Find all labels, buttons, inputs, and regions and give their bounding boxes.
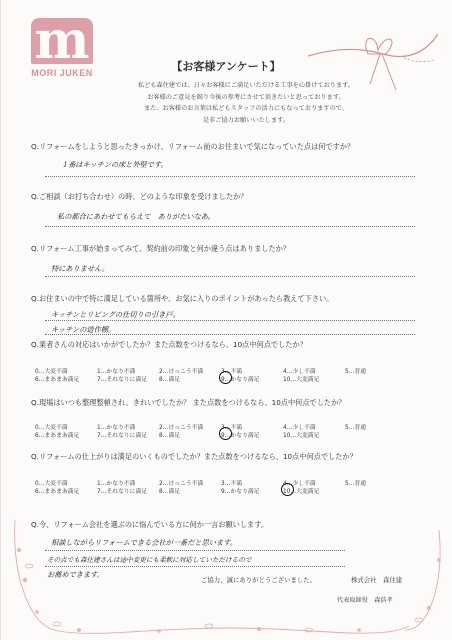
scale-option: 8…満足 [159,488,181,495]
scale-option: 3…不満 [221,480,243,487]
final-question: Q.今、リフォーム会社を選ぶのに悩んでいる方に何か一言お願いします。 [31,520,269,529]
answer-line [45,276,415,277]
company-name: 株式会社 森住建 [351,576,403,584]
rating-scale [35,422,407,438]
scale-option: 3…不満 [221,368,243,375]
scale-option: 1…かなり不満 [97,480,136,487]
scale-option: 1…かなり不満 [97,368,136,375]
representative: 代表取締役 森浩孝 [337,597,393,604]
rating-scale [35,366,407,382]
answer-line [45,226,415,227]
logo-text: MORI JUKEN [31,68,93,78]
final-answer-2: その点でも森住建さんは途中変更にも柔軟に対応していただけるので [47,556,252,564]
scale-option: 7…それなりに満足 [97,432,148,439]
question-2: Q.ご相談（お打ち合わせ）の時、どのような印象を受けましたか？ [31,192,248,201]
scale-option-selected: 10…大変満足 [283,486,345,495]
answer-1: １番はキッチンの床と外壁です。 [61,160,168,169]
intro-line: 私ども森住建では、日々お客様にご満足いただける工事を心掛けております。 [137,82,355,89]
scale-option: 4…少し不満 [283,368,316,375]
page-title: 【お客様アンケート】 [171,60,281,73]
scale-option: 7…それなりに満足 [97,376,148,383]
thanks-text: ご協力、誠にありがとうございました。 [201,576,317,584]
rating-question-1: Q.業者さんの対応はいかがでしたか？また点数をつけるなら、10点中何点でしたか？ [31,340,307,349]
scale-option: 5…普通 [345,424,367,431]
scale-option: 3…不満 [221,424,243,431]
intro-text [81,80,411,126]
scale-option: 2…けっこう不満 [159,480,204,487]
question-3: Q.リフォーム工事が始まってみて、契約前の印象と何か違う点はありましたか？ [31,244,291,253]
logo-mark: m [31,18,93,64]
scale-option-selected: 9…かなり満足 [221,374,283,383]
intro-line: お客様のご意見を賜り今後の参考にさせて頂きたいと思っております。 [147,93,345,101]
scale-option: 0…大変不満 [35,480,68,487]
answer-4b: キッチンの造作棚。 [51,325,116,334]
question-1: Q.リフォームをしようと思ったきっかけ、リフォーム前のお住まいで気になっていた点は何ですか？ [31,142,355,151]
scale-option: 2…けっこう不満 [159,368,204,375]
answer-line [45,176,415,177]
final-answer-3: お薦めできます。 [47,570,104,579]
rating-question-2: Q.現場はいつも整理整頓され、きれいでしたか？ また点数をつけるなら、10点中何点でしたか？ [31,398,346,407]
scale-option: 9…かなり満足 [221,488,260,495]
final-answer-1: 相談しながらリフォームできる会社が一番だと思います。 [51,538,237,547]
scale-option: 4…少し不満 [283,480,316,487]
scale-option: 8…満足 [159,376,181,383]
answer-4a: キッチンとリビングの仕切りの引き戸。 [51,310,180,319]
question-4: Q.お住まいの中で特に満足している箇所や、お気に入りのポイントがあったら教えて下さい。 [31,294,334,303]
scale-option-selected: 9…かなり満足 [221,430,283,439]
scale-option: 6…まあまあ満足 [35,432,80,439]
rating-question-3: Q.リフォームの仕上がりは満足のいくものでしたか？また点数をつけるなら、10点中何点でしたか？ [31,452,357,461]
scale-option: 1…かなり不満 [97,424,136,431]
answer-line [45,566,345,567]
rating-scale [35,478,407,494]
answer-3: 特にありません。 [51,264,109,273]
scale-option: 5…普通 [345,368,367,375]
scale-option: 4…少し不満 [283,424,316,431]
scale-option: 10…大変満足 [283,432,320,439]
scale-option: 8…満足 [159,432,181,439]
scale-option: 6…まあまあ満足 [35,488,80,495]
intro-line: また、お客様のお言葉は私どもスタッフの活力にもなっておりますので、 [143,105,349,112]
scale-option: 7…それなりに満足 [97,488,148,495]
answer-line [45,320,415,321]
scale-option: 10…大変満足 [283,376,320,383]
scale-option: 2…けっこう不満 [159,424,204,431]
scale-option: 0…大変不満 [35,424,68,431]
answer-line [45,550,345,551]
answer-2: 私の都合にあわせてもらえて ありがたいなあ。 [57,212,215,221]
scale-option: 6…まあまあ満足 [35,376,80,383]
scale-option: 0…大変不満 [35,368,68,375]
scale-option: 5…普通 [345,480,367,487]
intro-line: 是非ご協力お願いいたします。 [202,116,290,124]
